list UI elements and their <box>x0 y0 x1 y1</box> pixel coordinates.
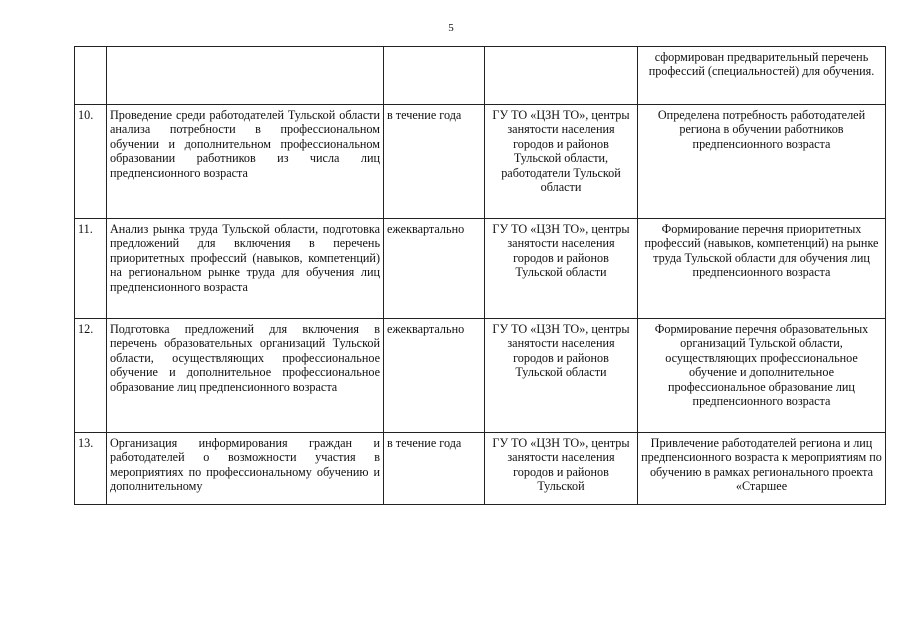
term-cell: в течение года <box>384 105 485 219</box>
result-cell: Привлечение работодателей региона и лиц предпенсионного возраста к мероприятиям по обучению в рамках регионального проекта «Старшее <box>638 433 886 505</box>
responsible-cell: ГУ ТО «ЦЗН ТО», центры занятости населения городов и районов Тульской области <box>485 219 638 319</box>
row-number-cell: 11. <box>75 219 107 319</box>
table-row <box>75 47 886 105</box>
page-number: 5 <box>448 22 454 34</box>
result-cell: сформирован предварительный перечень профессий (специальностей) для обучения. <box>638 47 886 105</box>
action-cell: Подготовка предложений для включения в перечень образовательных организаций Тульской области, осуществляющих профессиональное обучение и дополнительное профессиональное образование лиц предпенсионного возраста <box>107 319 384 433</box>
measures-table <box>74 46 886 505</box>
responsible-cell: ГУ ТО «ЦЗН ТО», центры занятости населения городов и районов Тульской области <box>485 319 638 433</box>
row-number-cell: 13. <box>75 433 107 505</box>
term-cell: ежеквартально <box>384 219 485 319</box>
action-cell: Анализ рынка труда Тульской области, подготовка предложений для включения в перечень приоритетных профессий (навыков, компетенций) на региональном рынке труда для обучения лиц предпенсионного возраста <box>107 219 384 319</box>
action-cell: Организация информирования граждан и работодателей о возможности участия в мероприятиях по профессиональному обучению и дополнительному <box>107 433 384 505</box>
table-row <box>75 105 886 219</box>
table-row <box>75 319 886 433</box>
term-cell: в течение года <box>384 433 485 505</box>
result-cell: Формирование перечня образовательных организаций Тульской области, осуществляющих профессиональное обучение и дополнительное профессиональное образование лиц предпенсионного возраста <box>638 319 886 433</box>
table-row <box>75 433 886 505</box>
result-cell: Формирование перечня приоритетных профессий (навыков, компетенций) на рынке труда Тульской области для обучения лиц предпенсионного возраста <box>638 219 886 319</box>
term-cell <box>384 47 485 105</box>
responsible-cell <box>485 47 638 105</box>
row-number-cell: 12. <box>75 319 107 433</box>
result-cell: Определена потребность работодателей региона в обучении работников предпенсионного возраста <box>638 105 886 219</box>
term-cell: ежеквартально <box>384 319 485 433</box>
action-cell <box>107 47 384 105</box>
responsible-cell: ГУ ТО «ЦЗН ТО», центры занятости населения городов и районов Тульской области, работодатели Тульской области <box>485 105 638 219</box>
table-row <box>75 219 886 319</box>
row-number-cell <box>75 47 107 105</box>
responsible-cell: ГУ ТО «ЦЗН ТО», центры занятости населения городов и районов Тульской <box>485 433 638 505</box>
action-cell: Проведение среди работодателей Тульской области анализа потребности в профессиональном обучении и дополнительном профессиональном образовании работников из числа лиц предпенсионного возраста <box>107 105 384 219</box>
row-number-cell: 10. <box>75 105 107 219</box>
